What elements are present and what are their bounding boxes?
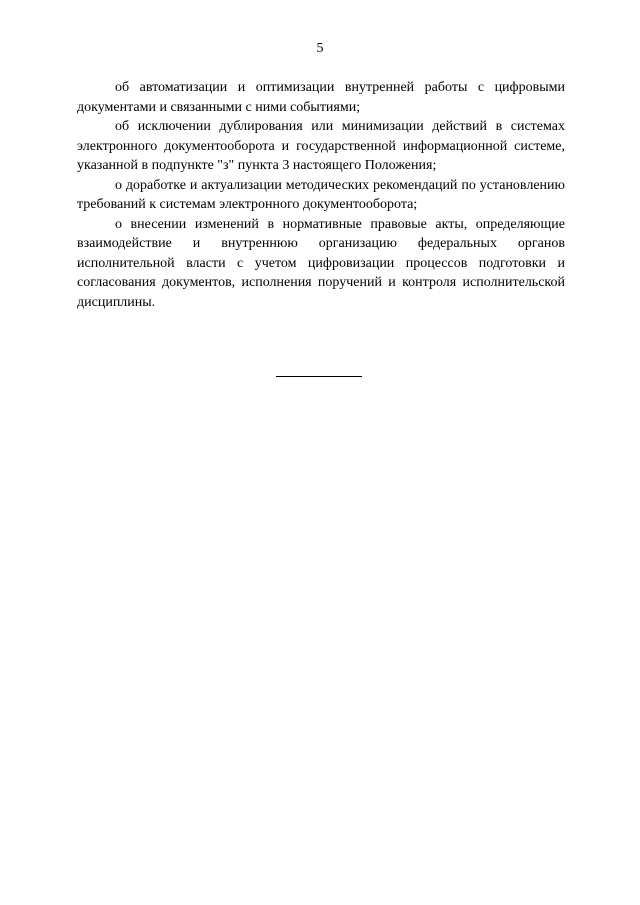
paragraph-normative-acts: о внесении изменений в нормативные правовые акты, определяющие взаимодействие и внутреннюю организацию федеральных органов исполнительной власти с учетом цифровизации процессов подготовки и согласования документов, исполнения поручений и контроля исполнительской дисциплины. — [77, 216, 565, 310]
page-number: 5 — [316, 41, 324, 56]
paragraph-deduplication: об исключении дублирования или минимизации действий в системах электронного документооборота и государственной информационной системе, указанной в подпункте "з" пункта 3 настоящего Положения; — [77, 119, 565, 173]
paragraph-automation: об автоматизации и оптимизации внутренней работы с цифровыми документами и связанными с ними событиями; — [77, 80, 565, 115]
paragraph-methodical-recommendations: о доработке и актуализации методических рекомендаций по установлению требований к системам электронного документооборота; — [77, 177, 565, 212]
end-of-document-rule — [276, 376, 362, 377]
document-body — [77, 78, 565, 312]
